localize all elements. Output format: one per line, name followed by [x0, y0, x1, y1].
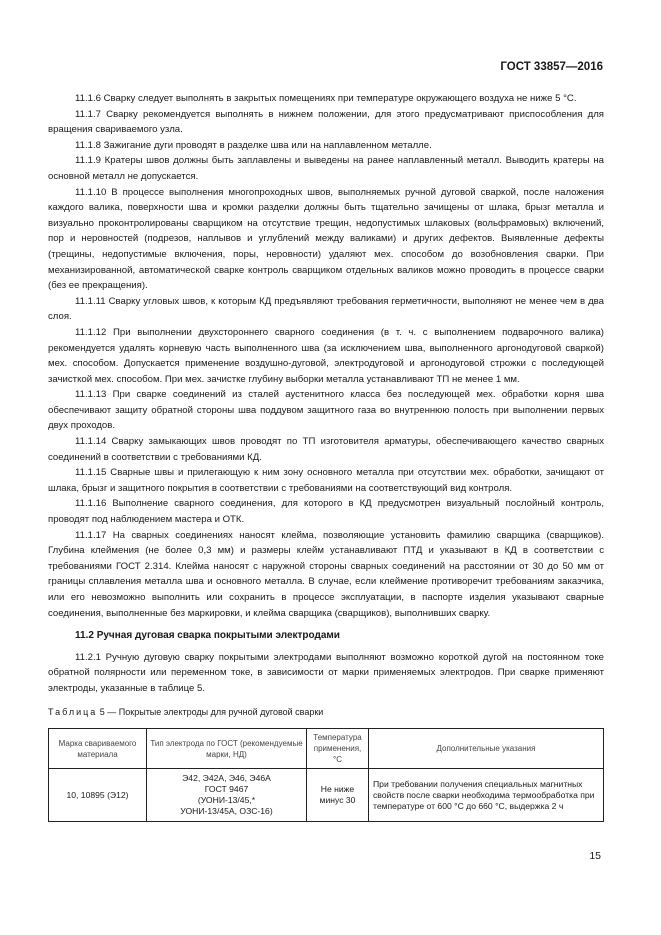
- cell-temperature: [307, 769, 369, 822]
- paragraph-11-1-16: 11.1.16 Выполнение сварного соединения, для которого в КД предусмотрен визуальный послойный контроль, проводят под наблюдением мастера и ОТК.: [48, 498, 604, 526]
- paragraph-11-1-13: 11.1.13 При сварке соединений из сталей аустенитного класса без последующей мех. обработки корня шва обеспечивают защиту обратной стороны шва поддувом защитного газа во внутреннюю полость при выполнении первых двух проходов.: [48, 389, 604, 432]
- paragraph-11-1-12: 11.1.12 При выполнении двухстороннего сварного соединения (в т. ч. с выполнением подварочного валика) рекомендуется удалять корневую часть выполненного шва (за исключением шва, выполненного аргонодуговой сваркой) мех. способом. Допускается применение воздушно-дуговой, электродуговой и аргонодуговой строжки с последующей зачисткой мех. способом. При мех. зачистке глубину выборки металла устанавливают ТП не менее 1 мм.: [48, 326, 604, 385]
- document-body: [48, 91, 604, 822]
- header-notes: Дополнительные указания: [369, 729, 604, 769]
- paragraph-11-1-7: 11.1.7 Сварку рекомендуется выполнять в нижнем положении, для этого предусматривают приспособления для вращения свариваемого узла.: [48, 108, 604, 136]
- paragraph-11-1-15: 11.1.15 Сварные швы и прилегающую к ним зону основного металла при отсутствии мех. обработки, зачищают от шлака, брызг и защитного покрытия в соответствии с требованиями на соответствующий вид контроля.: [48, 467, 604, 494]
- paragraph-11-1-9: 11.1.9 Кратеры швов должны быть заплавлены и выведены на ранее наплавленный металл. Выводить кратеры на основной металл не допускается.: [48, 155, 604, 182]
- paragraph-11-1-8: 11.1.8 Зажигание дуги проводят в разделке шва или на наплавленном металле.: [75, 139, 432, 151]
- header-material: Марка свариваемого материала: [49, 729, 147, 769]
- paragraph-11-1-10: 11.1.10 В процессе выполнения многопроходных швов, выполняемых ручной дуговой сваркой, после наложения каждого валика, поверхности шва и кромки разделки должны быть тщательно зачищены от шлака, брызг металла и визуально проконтролированы сварщиком на отсутствие трещин, недопустимых шлаковых (вольфрамовых) включений, пор и неровностей (подрезов, наплывов и углублений между валиками) и других дефектов. Выявленные дефекты (трещины, недопустимые включения, поры, неровности) удаляют мех. способом до возобновления сварки. При механизированной, автоматической сварке контроль сварщиком отдельных валиков можно проводить в процессе сварки (без ее прекращения).: [48, 186, 604, 292]
- table-header-row: [49, 729, 604, 769]
- electrode-line: ГОСТ 9467: [204, 784, 249, 795]
- paragraph-11-1-11: 11.1.11 Сварку угловых швов, к которым КД предъявляют требования герметичности, выполняют не менее чем в два слоя.: [48, 295, 604, 323]
- cell-material: 10, 10895 (Э12): [49, 769, 147, 822]
- temperature-line: минус 30: [319, 795, 356, 806]
- electrode-line: УОНИ-13/45А, ОЗС-16): [180, 806, 273, 817]
- table-row: [49, 769, 604, 822]
- electrode-line: Э42, Э42А, Э46, Э46А: [182, 773, 271, 784]
- paragraph-11-1-14: 11.1.14 Сварку замыкающих швов проводят по ТП изготовителя арматуры, обеспечивающего качество сварных соединений в соответствии с требованиями КД.: [48, 436, 604, 463]
- page-number: 15: [589, 850, 601, 862]
- cell-electrode-type: [147, 769, 307, 822]
- paragraph-11-1-17: 11.1.17 На сварных соединениях наносят клейма, позволяющие установить фамилию сварщика (сварщиков). Глубина клеймения (не более 0,3 мм) и размеры клейм устанавливают ПТД и указывают в КД в соответствии с требованиями ГОСТ 2.314. Клейма наносят с наружной стороны сварных соединений на расстоянии от 30 до 50 мм от границы сплавления металла шва и основного металла. В случае, если клеймение противоречит требованиям заказчика, или его невозможно выполнить или сохранить в процессе эксплуатации, в паспорте изделия указывают сварные соединения, выполненные без маркировки, и клейма сварщика (сварщиков), выполнивших сварку.: [48, 529, 604, 619]
- table-caption: [48, 705, 604, 721]
- electrodes-table: [48, 728, 604, 822]
- section-heading: 11.2 Ручная дуговая сварка покрытыми электродами: [75, 630, 340, 642]
- table-caption-label: Таблица: [48, 706, 98, 717]
- paragraph-11-1-6: 11.1.6 Сварку следует выполнять в закрытых помещениях при температуре окружающего воздуха не ниже 5 °С.: [75, 93, 577, 104]
- paragraph-11-2-1: 11.2.1 Ручную дуговую сварку покрытыми электродами выполняют возможно короткой дугой на постоянном токе обратной полярности или переменном токе, в зависимости от марки применяемых электродов. При сварке применяют электроды, указанные в таблице 5.: [48, 651, 604, 694]
- cell-notes: При требовании получения специальных магнитных свойств после сварки необходима термообработка при температуре от 600 °С до 660 °С, выдержка 2 ч: [369, 769, 604, 822]
- table-caption-text: 5 — Покрытые электроды для ручной дуговой сварки: [97, 706, 324, 717]
- electrode-line: (УОНИ-13/45,*: [197, 795, 256, 806]
- header-temperature: Температура применения, °С: [307, 729, 369, 769]
- header-electrode-type: Тип электрода по ГОСТ (рекомендуемые марки, НД): [147, 729, 307, 769]
- temperature-line: Не ниже: [320, 784, 355, 795]
- standard-code: ГОСТ 33857—2016: [500, 61, 603, 73]
